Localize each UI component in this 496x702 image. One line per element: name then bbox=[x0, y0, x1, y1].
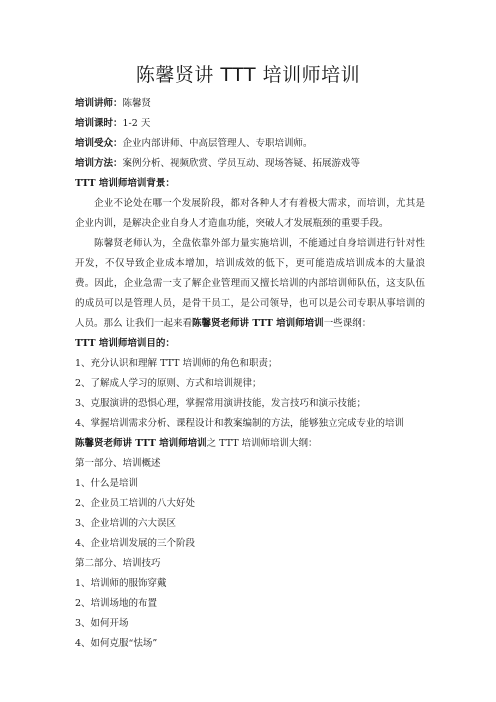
document-body bbox=[75, 94, 425, 654]
outline-item: 4、企业培训发展的三个阶段 bbox=[75, 538, 196, 549]
background-paragraph-2 bbox=[75, 234, 425, 334]
goal-item: 4、掌握培训需求分析、课程设计和教案编制的方法，能够独立完成专业的培训 bbox=[75, 418, 405, 429]
background-paragraph-1: 企业不论处在哪一个发展阶段，都对各种人才有着极大需求，而培训，尤其是企业内训，是解决企业自身人才造血功能，突破人才发展瓶颈的重要手段。 bbox=[75, 198, 425, 229]
meta-label: 培训课时： bbox=[75, 118, 123, 129]
meta-label: 培训受众： bbox=[75, 138, 123, 149]
outline-intro-text: 之 TTT 培训师培训大纲： bbox=[206, 438, 318, 449]
outline-intro bbox=[75, 434, 425, 454]
document-title: 陈馨贤讲 TTT 培训师培训 bbox=[135, 64, 361, 86]
background-heading: TTT 培训师培训背景： bbox=[75, 178, 175, 189]
goal-item: 3、克服演讲的恐惧心理，掌握常用演讲技能，发言技巧和演示技能； bbox=[75, 398, 367, 409]
course-name-highlight: 陈馨贤老师讲 TTT 培训师培训 bbox=[75, 438, 207, 449]
outline-section: 第二部分、培训技巧 bbox=[75, 558, 161, 569]
meta-duration bbox=[75, 114, 425, 134]
meta-trainer bbox=[75, 94, 425, 114]
goal-item: 2、了解成人学习的原则、方式和培训规律； bbox=[75, 378, 262, 389]
outline-item: 1、什么是培训 bbox=[75, 478, 139, 489]
outline-section: 第一部分、培训概述 bbox=[75, 458, 161, 469]
outline-item: 4、如何克服“怯场” bbox=[75, 638, 158, 649]
meta-label: 培训讲师： bbox=[75, 98, 123, 109]
outline-item: 3、如何开场 bbox=[75, 618, 129, 629]
outline-item: 3、企业培训的六大误区 bbox=[75, 518, 177, 529]
paragraph-tail: 一些课纲： bbox=[323, 318, 372, 329]
meta-value: 案例分析、视频欣赏、学员互动、现场答疑、拓展游戏等 bbox=[122, 158, 361, 169]
outline-item: 2、企业员工培训的八大好处 bbox=[75, 498, 196, 509]
goals-heading: TTT 培训师培训目的： bbox=[75, 338, 175, 349]
meta-value: 企业内部讲师、中高层管理人、专职培训师。 bbox=[122, 138, 313, 149]
course-name-highlight: 陈馨贤老师讲 TTT 培训师培训 bbox=[192, 318, 324, 329]
outline-item: 1、培训师的服饰穿戴 bbox=[75, 578, 167, 589]
meta-value: 1-2 天 bbox=[122, 118, 151, 129]
goal-item: 1、充分认识和理解 TTT 培训师的角色和职责； bbox=[75, 358, 278, 369]
meta-method bbox=[75, 154, 425, 174]
paragraph-text: 陈馨贤老师认为，全盘依靠外部力量实施培训，不能通过自身培训进行针对性开发，不仅导致企业成本增加，培训成效的低下，更可能造成培训成本的大量浪费。因此，企业急需一支了解企业管理而又擅长培训的内部培训师队伍，这支队伍的成员可以是管理人员，是骨干员工，是公司领导，也可以是公司专职从事培训的人员。那么 让我们一起来看 bbox=[75, 238, 425, 329]
meta-audience bbox=[75, 134, 425, 154]
outline-item: 2、培训场地的布置 bbox=[75, 598, 158, 609]
meta-label: 培训方法： bbox=[75, 158, 123, 169]
meta-value: 陈馨贤 bbox=[122, 98, 152, 109]
